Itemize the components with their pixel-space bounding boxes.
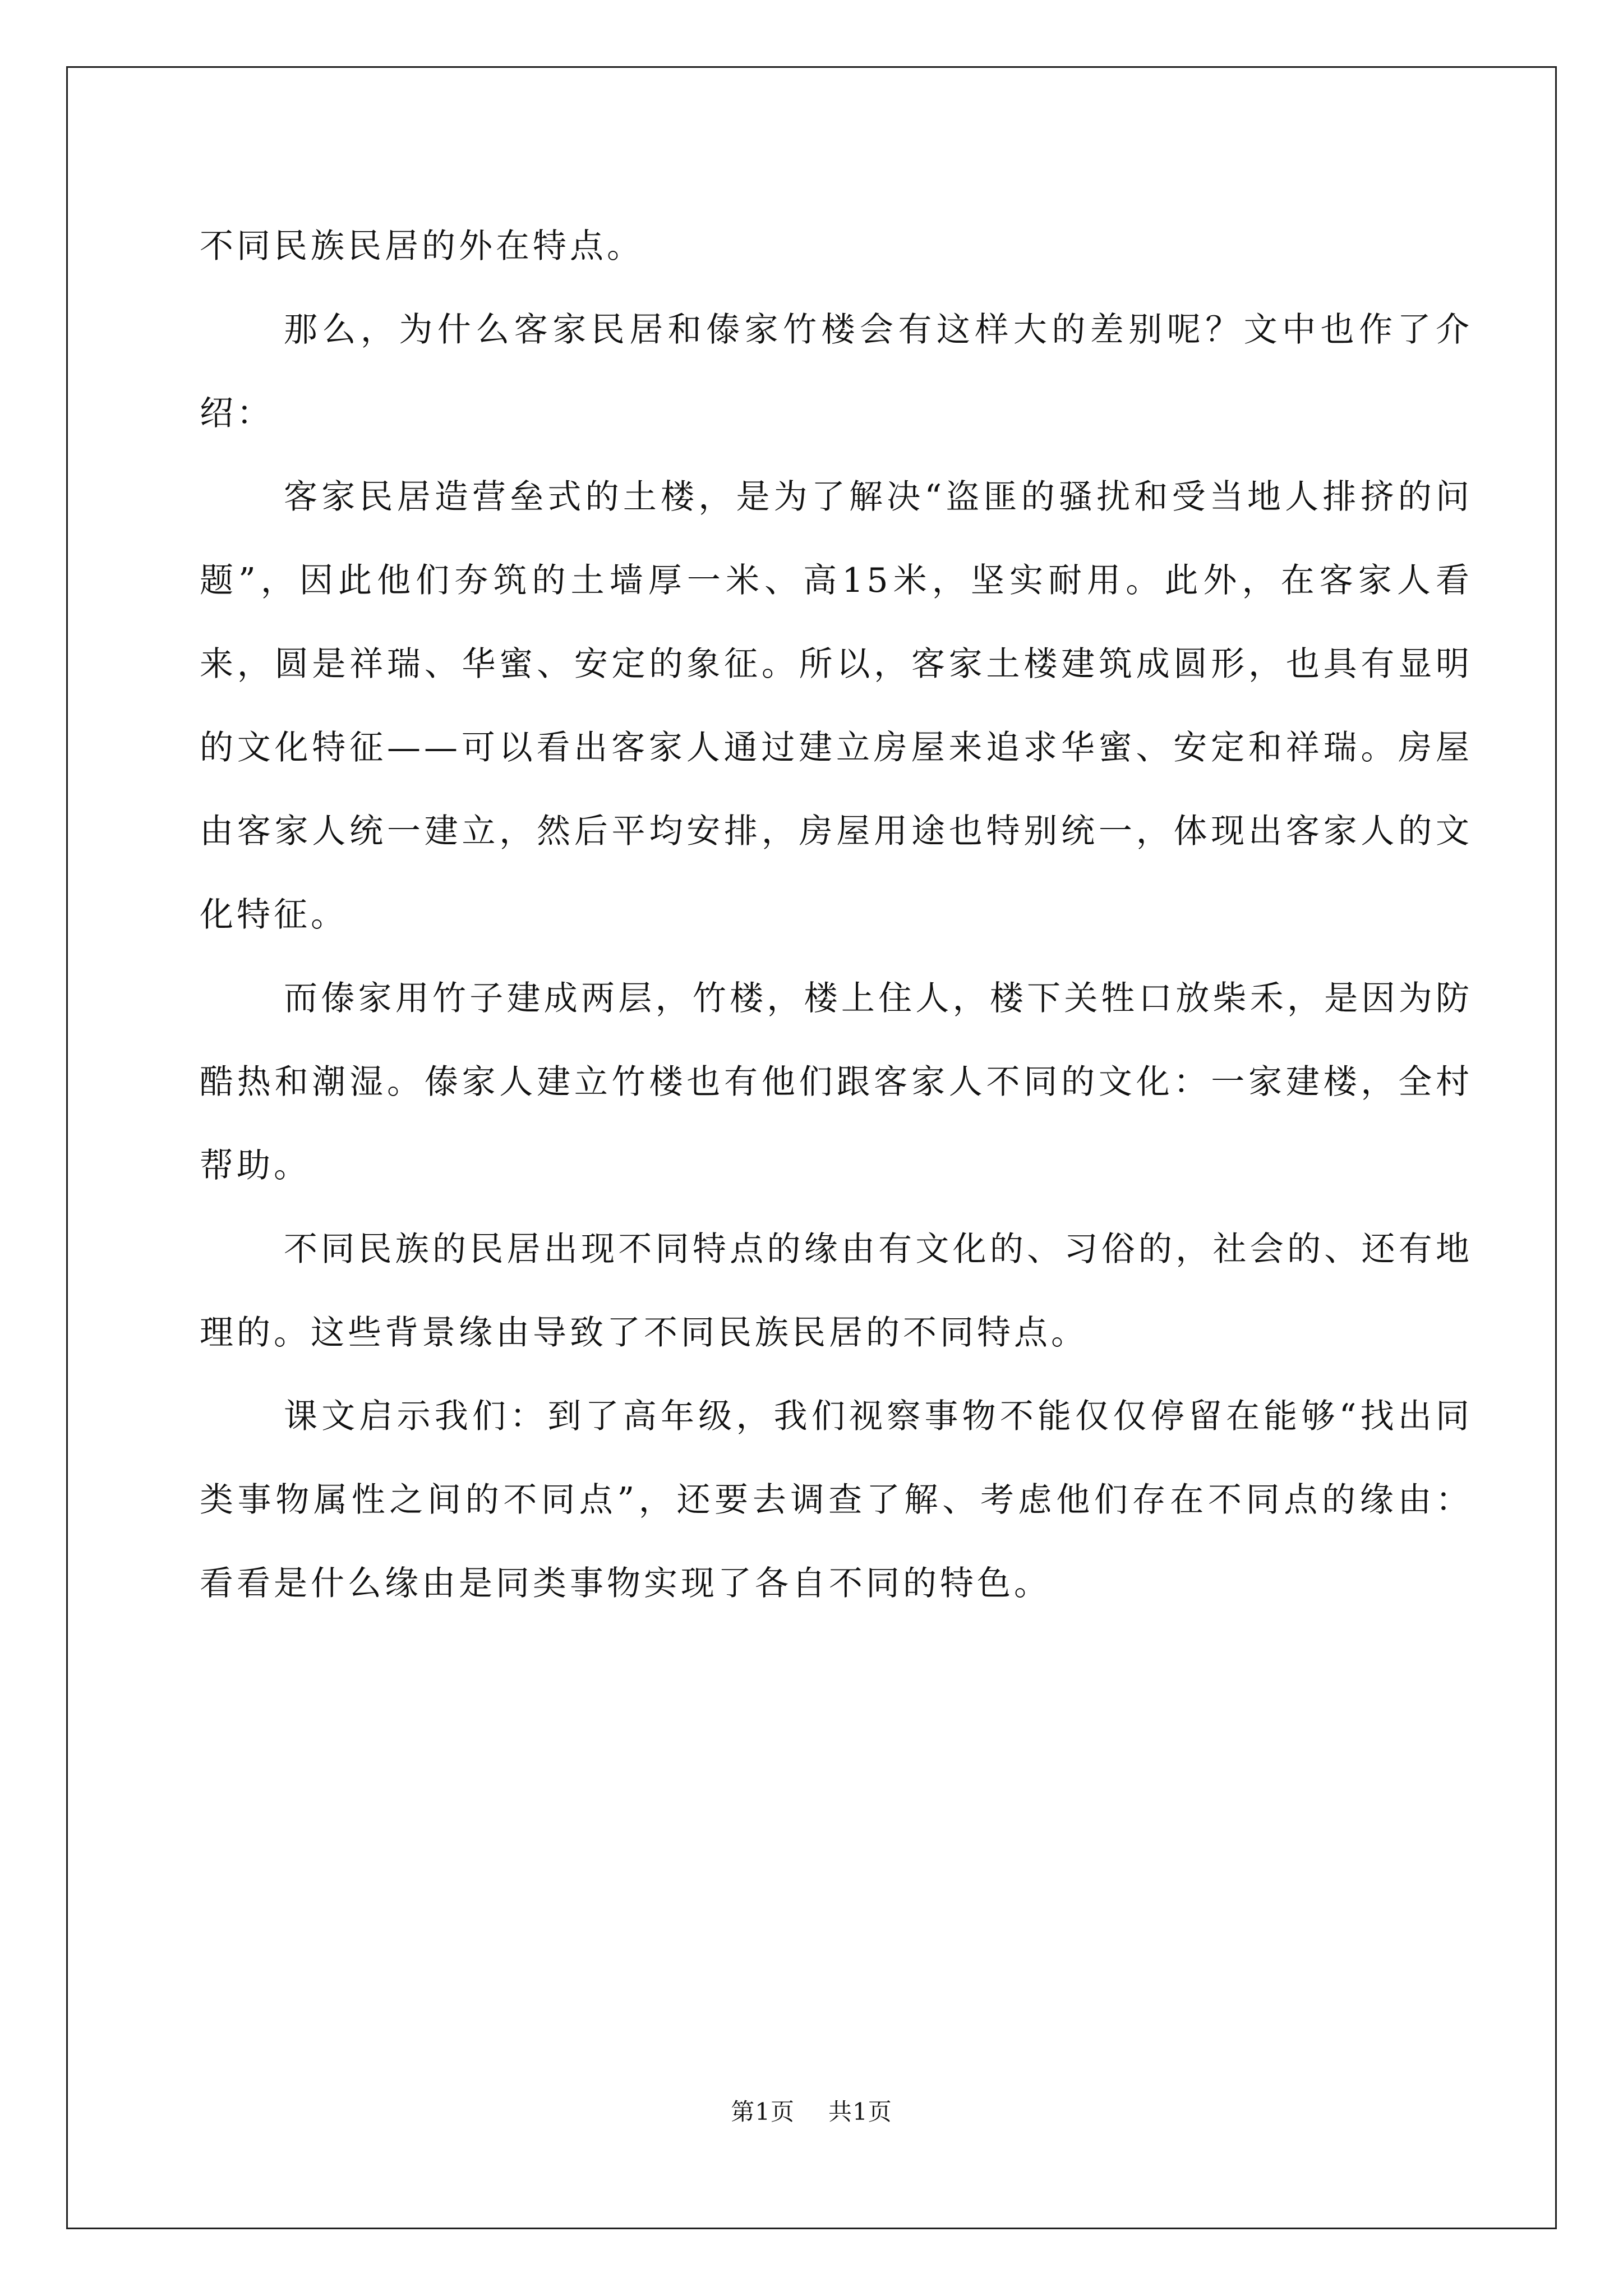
paragraph-2: 那么，为什么客家民居和傣家竹楼会有这样大的差别呢？文中也作了介绍：	[200, 310, 1473, 433]
page-total: 共1页	[828, 2098, 892, 2125]
page-footer	[0, 2098, 1623, 2126]
page-number: 第1页	[731, 2098, 795, 2125]
paragraph-5: 不同民族的民居出现不同特点的缘由有文化的、习俗的，社会的、还有地理的。这些背景缘由导致了不同民族民居的不同特点。	[200, 1230, 1473, 1352]
paragraph-6: 课文启示我们：到了高年级，我们视察事物不能仅仅停留在能够“找出同类事物属性之间的不同点”，还要去调查了解、考虑他们存在不同点的缘由：看看是什么缘由是同类事物实现了各自不同的特色。	[200, 1397, 1473, 1603]
paragraph-4: 而傣家用竹子建成两层，竹楼，楼上住人，楼下关牲口放柴禾，是因为防酷热和潮湿。傣家人建立竹楼也有他们跟客家人不同的文化：一家建楼，全村帮助。	[200, 979, 1473, 1185]
paragraph-1: 不同民族民居的外在特点。	[200, 227, 644, 266]
document-body	[200, 205, 1473, 1626]
paragraph-3: 客家民居造营垒式的土楼，是为了解决“盗匪的骚扰和受当地人排挤的问题”，因此他们夯筑的土墙厚一米、高15米，坚实耐用。此外，在客家人看来，圆是祥瑞、华蜜、安定的象征。所以，客家土楼建筑成圆形，也具有显明的文化特征——可以看出客家人通过建立房屋来追求华蜜、安定和祥瑞。房屋由客家人统一建立，然后平均安排，房屋用途也特别统一，体现出客家人的文化特征。	[200, 477, 1473, 935]
